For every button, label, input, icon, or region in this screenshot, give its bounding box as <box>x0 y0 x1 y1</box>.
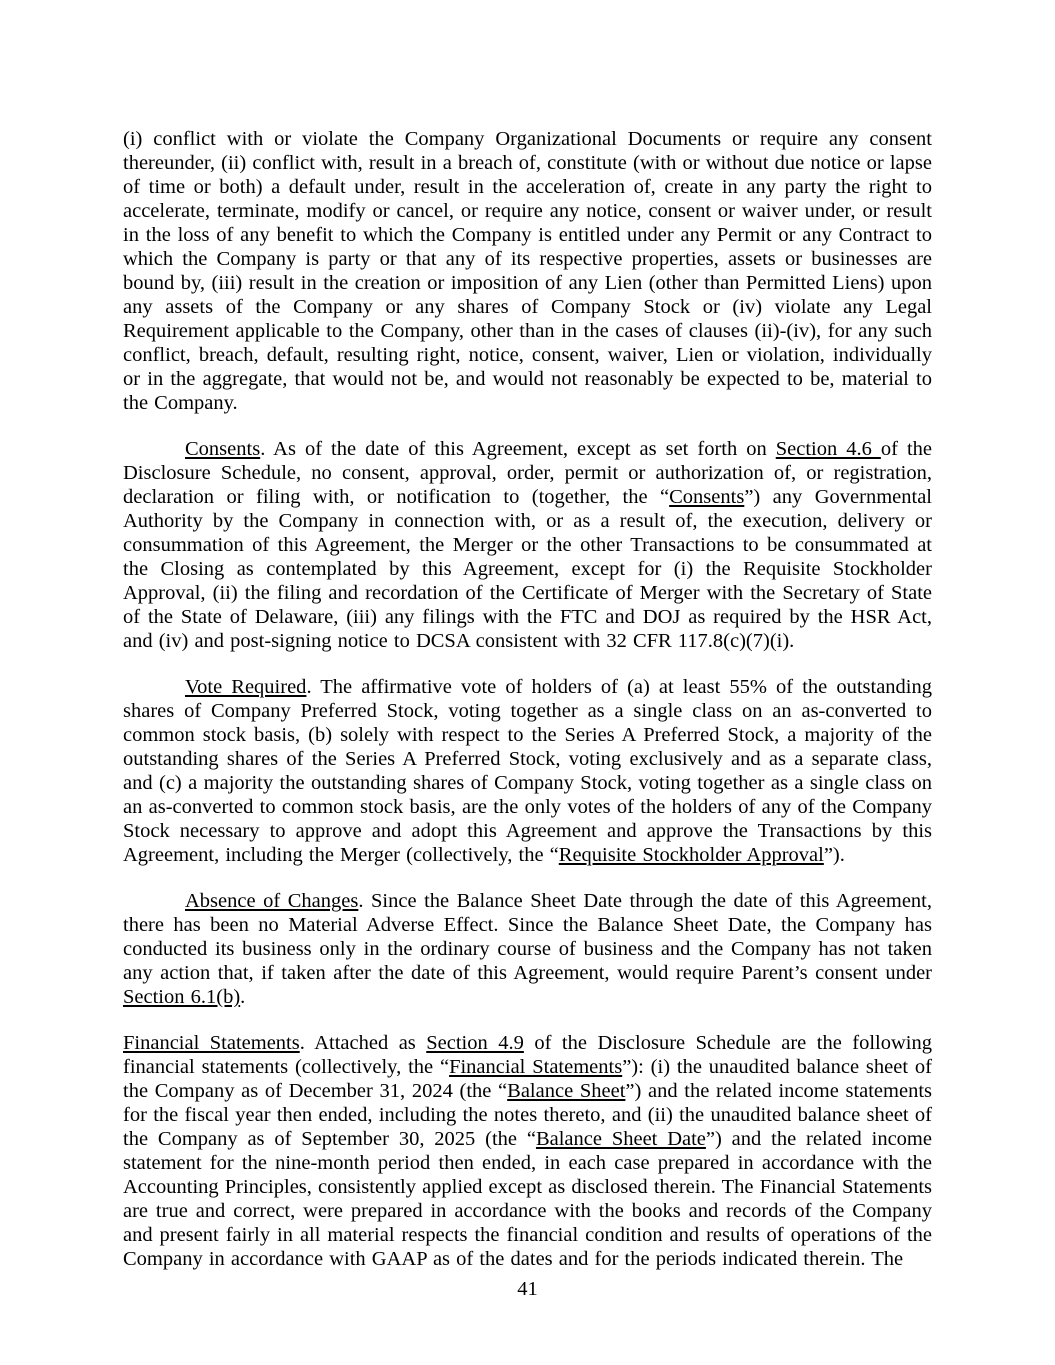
paragraph <box>123 1031 932 1271</box>
text-run: ”) any Governmental Authority by the Company in connection with, or as a result of, the execution, delivery or consummation of this Agreement, the Merger or the other Transactions to be consummated at the Closing as contemplated by this Agreement, except for (i) the Requisite Stockholder Approval, (ii) the filing and recordation of the Certificate of Merger with the Secretary of State of the State of Delaware, (iii) any filings with the FTC and DOJ as required by the HSR Act, and (iv) and post-signing notice to DCSA consistent with 32 CFR 117.8(c)(7)(i). <box>123 486 932 652</box>
text-run: . The affirmative vote of holders of (a) at least 55% of the outstanding shares of Company Preferred Stock, voting together as a single class on an as-converted to common stock basis, (b) solely with respect to the Series A Preferred Stock, a majority of the outstanding shares of the Series A Preferred Stock, voting exclusively and as a separate class, and (c) a majority the outstanding shares of Company Stock, voting together as a single class on an as-converted to common stock basis, are the only votes of the holders of any of the Company Stock necessary to approve and adopt this Agreement and approve the Transactions by this Agreement, including the Merger (collectively, the “ <box>123 676 932 866</box>
underlined-term: Consents <box>185 438 261 460</box>
text-run: ”) and the related income statements for the fiscal year then ended, including the notes thereto, and (ii) the unaudited balance sheet of the Company as of September 30, 2025 (the “ <box>123 1080 933 1150</box>
paragraph <box>123 437 932 653</box>
underlined-term: Section 4.9 <box>426 1032 524 1054</box>
underlined-term: Financial Statements <box>123 1032 300 1054</box>
underlined-term: Balance Sheet <box>507 1080 626 1102</box>
underlined-term: Section 4.6 <box>775 438 881 460</box>
underlined-term: Absence of Changes <box>185 890 359 912</box>
text-run: . <box>240 986 246 1008</box>
document-body <box>123 127 932 1293</box>
underlined-term: Requisite Stockholder Approval <box>558 844 824 866</box>
text-run: . Attached as <box>299 1032 427 1054</box>
text-run: . Since the Balance Sheet Date through the date of this Agreement, there has been no Material Adverse Effect. Since the Balance Sheet Date, the Company has conducted its business only in the ordinary course of business and the Company has not taken any action that, if taken after the date of this Agreement, would require Parent’s consent under <box>123 890 932 984</box>
underlined-term: Vote Required <box>185 676 307 698</box>
text-run: ”). <box>823 844 845 866</box>
text-run: (i) conflict with or violate the Company Organizational Documents or require any consent thereunder, (ii) conflict with, result in a breach of, constitute (with or without due notice or lapse of time or both) a default under, result in the acceleration of, create in any party the right to accelerate, terminate, modify or cancel, or require any notice, consent or waiver under, or result in the loss of any benefit to which the Company is entitled under any Permit or any Contract to which the Company is party or that any of its respective properties, assets or businesses are bound by, (iii) result in the creation or imposition of any Lien (other than Permitted Liens) upon any assets of the Company or any shares of Company Stock or (iv) violate any Legal Requirement applicable to the Company, other than in the cases of clauses (ii)-(iv), for any such conflict, breach, default, resulting right, notice, consent, waiver, Lien or violation, individually or in the aggregate, that would not be, and would not reasonably be expected to be, material to the Company. <box>123 128 932 414</box>
text-run: ”): (i) the unaudited balance sheet of the Company as of December 31, 2024 (the “ <box>123 1056 932 1102</box>
paragraph <box>123 889 932 1009</box>
underlined-term: Consents <box>669 486 745 508</box>
underlined-term: Balance Sheet Date <box>535 1128 706 1150</box>
paragraph <box>123 675 932 867</box>
page-number: 41 <box>517 1278 538 1300</box>
paragraph <box>123 127 932 415</box>
text-run: of the Disclosure Schedule, no consent, approval, order, permit or authorization of, or registration, declaration or filing with, or notification to (together, the “ <box>123 438 932 508</box>
text-run: ”) and the related income statement for the nine-month period then ended, in each case prepared in accordance with the Accounting Principles, consistently applied except as disclosed therein. The Financial Statements are true and correct, were prepared in accordance with the books and records of the Company and present fairly in all material respects the financial condition and results of operations of the Company in accordance with GAAP as of the dates and for the periods indicated therein. The <box>123 1128 932 1270</box>
text-run: . As of the date of this Agreement, except as set forth on <box>260 438 776 460</box>
text-run: of the Disclosure Schedule are the following financial statements (collectively, the “ <box>123 1032 932 1078</box>
underlined-term: Section 6.1(b) <box>123 986 241 1008</box>
underlined-term: Financial Statements <box>449 1056 623 1078</box>
